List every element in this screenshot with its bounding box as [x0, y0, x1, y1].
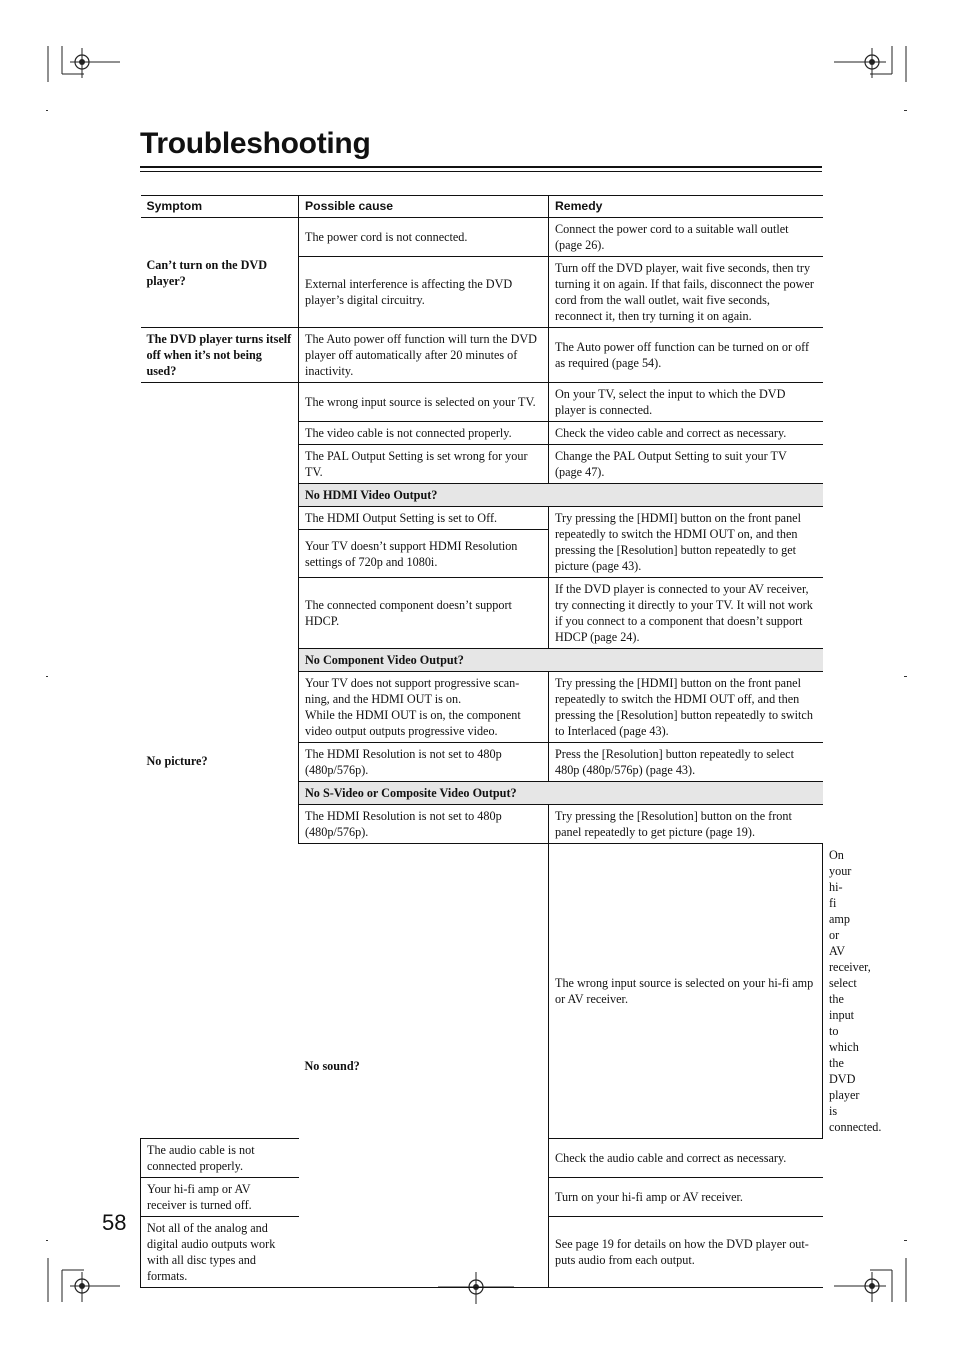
cause-cell: Your hi-fi amp or AV receiver is turned off. — [141, 1178, 299, 1217]
side-tick-mark — [904, 110, 907, 111]
header-remedy: Remedy — [549, 196, 823, 218]
cause-cell: The wrong input source is selected on your hi-fi amp or AV receiver. — [549, 844, 823, 1139]
remedy-cell: On your TV, select the input to which the DVD player is connected. — [549, 383, 823, 422]
registration-mark-bottom-right-icon — [830, 1254, 910, 1306]
side-tick-mark — [46, 1240, 48, 1241]
table-row — [141, 218, 823, 257]
cause-cell: The PAL Output Setting is set wrong for your TV. — [299, 445, 549, 484]
remedy-cell: Turn off the DVD player, wait five seconds, then try turning it on again. If that fails, disconnect the power cord from the wall outlet, wait five seconds, reconnect it, then try turning it on again. — [549, 257, 823, 328]
header-symptom: Symptom — [141, 196, 299, 218]
cause-cell: The connected component doesn’t support HDCP. — [299, 578, 549, 649]
table-header-row — [141, 196, 823, 218]
page-number: 58 — [102, 1210, 127, 1235]
remedy-cell: The Auto power off function can be turned on or off as required (page 54). — [549, 328, 823, 383]
cause-cell: Your TV doesn’t support HDMI Resolution settings of 720p and 1080i. — [299, 530, 549, 578]
cause-line: Your TV does not support progressive scan-ning, and the HDMI OUT is on. — [305, 676, 520, 706]
symptom-cell: The DVD player turns itself off when it’s not being used? — [141, 328, 299, 383]
remedy-cell: If the DVD player is connected to your AV receiver, try connecting it directly to your TV. It will not work if you connect to a component that doesn’t support HDCP (page 24). — [549, 578, 823, 649]
registration-mark-bottom-left-icon — [44, 1254, 124, 1306]
header-possible-cause: Possible cause — [299, 196, 549, 218]
category-label: No HDMI Video Output? — [299, 484, 823, 507]
side-tick-mark — [904, 676, 907, 677]
registration-mark-top-right-icon — [830, 44, 910, 104]
title-rule — [140, 166, 822, 168]
registration-mark-top-left-icon — [44, 44, 124, 104]
cause-cell: The HDMI Resolution is not set to 480p (480p/576p). — [299, 743, 549, 782]
cause-cell: The HDMI Output Setting is set to Off. — [299, 507, 549, 530]
table-row — [141, 328, 823, 383]
remedy-cell: Turn on your hi-fi amp or AV receiver. — [549, 1178, 823, 1217]
cause-cell: The power cord is not connected. — [299, 218, 549, 257]
page-title: Troubleshooting — [140, 127, 371, 160]
symptom-cell: No picture? — [141, 383, 299, 1139]
table-row — [141, 383, 823, 422]
side-tick-mark — [46, 110, 48, 111]
cause-cell — [299, 672, 549, 743]
symptom-cell: Can’t turn on the DVD player? — [141, 218, 299, 328]
cause-cell: The Auto power off function will turn the DVD player off automatically after 20 minutes of inactivity. — [299, 328, 549, 383]
cause-cell: The audio cable is not connected properly. — [141, 1139, 299, 1178]
cause-cell: The wrong input source is selected on your TV. — [299, 383, 549, 422]
remedy-cell: Try pressing the [HDMI] button on the front panel repeatedly to switch the HDMI OUT on, and then pressing the [Resolution] button repeatedly to get picture (page 43). — [549, 507, 823, 578]
cause-cell: External interference is affecting the DVD player’s digital circuitry. — [299, 257, 549, 328]
remedy-cell: Check the video cable and correct as necessary. — [549, 422, 823, 445]
remedy-cell: Change the PAL Output Setting to suit your TV (page 47). — [549, 445, 823, 484]
cause-line: While the HDMI OUT is on, the component video output outputs progressive video. — [305, 708, 521, 738]
troubleshooting-table — [140, 195, 882, 1288]
cause-cell: The HDMI Resolution is not set to 480p (480p/576p). — [299, 805, 549, 844]
side-tick-mark — [904, 1240, 907, 1241]
remedy-cell: Press the [Resolution] button repeatedly to select 480p (480p/576p) (page 43). — [549, 743, 823, 782]
category-label: No Component Video Output? — [299, 649, 823, 672]
remedy-cell: Connect the power cord to a suitable wall outlet (page 26). — [549, 218, 823, 257]
symptom-cell: No sound? — [299, 844, 549, 1288]
table-row: No sound? The wrong input source is selected on your hi-fi amp or AV receiver. On your hi-fi amp or AV receiver, select the input to which the DVD player is connected. — [141, 844, 823, 1139]
side-tick-mark — [46, 676, 48, 677]
title-rule-thin — [140, 171, 822, 172]
category-label: No S-Video or Composite Video Output? — [299, 782, 823, 805]
remedy-cell: Check the audio cable and correct as necessary. — [549, 1139, 823, 1178]
remedy-cell: Try pressing the [Resolution] button on the front panel repeatedly to get picture (page 19). — [549, 805, 823, 844]
remedy-cell: See page 19 for details on how the DVD player out-puts audio from each output. — [549, 1217, 823, 1288]
cause-cell: Not all of the analog and digital audio outputs work with all disc types and formats. — [141, 1217, 299, 1288]
cause-cell: The video cable is not connected properly. — [299, 422, 549, 445]
remedy-cell: Try pressing the [HDMI] button on the front panel repeatedly to switch the HDMI OUT off, and then pressing the [Resolution] button repeatedly to switch to Interlaced (page 43). — [549, 672, 823, 743]
